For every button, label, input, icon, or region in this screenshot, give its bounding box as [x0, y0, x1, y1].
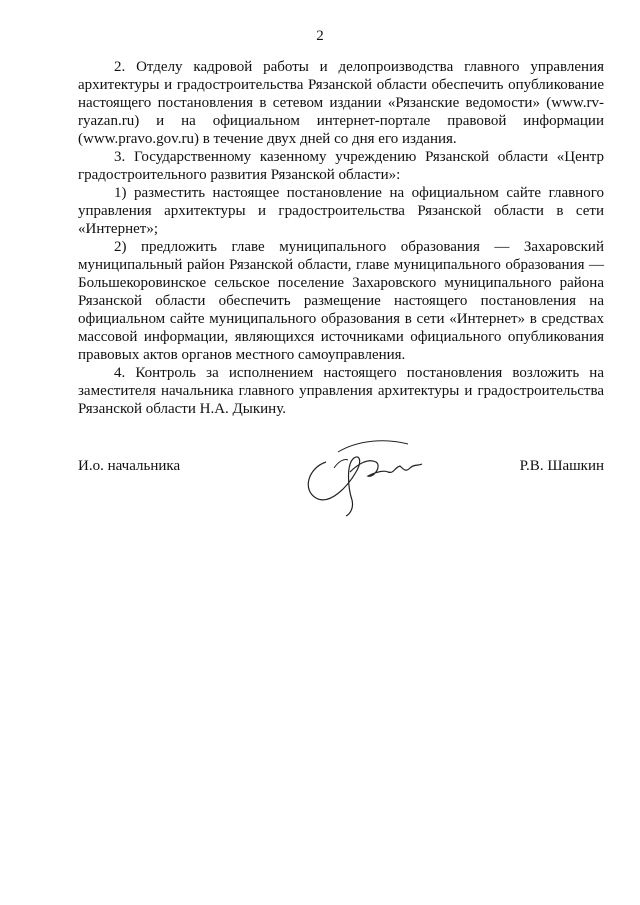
paragraph-subitem-2: 2) предложить главе муниципального образования — Захаровский муниципальный район Рязанской области, главе муниципального образования — Большекоровинское сельское поселение Захаровского муниципального района Рязанской области обеспечить размещение настоящего постановления на официальном сайте муниципального образования в сети «Интернет» в средствах массовой информации, являющихся источниками официального опубликования правовых актов органов местного самоуправления.	[78, 239, 604, 363]
handwritten-signature	[298, 428, 448, 518]
paragraph-item-4: 4. Контроль за исполнением настоящего постановления возложить на заместителя начальника главного управления архитектуры и градостроительства Рязанской области Н.А. Дыкину.	[78, 365, 604, 417]
paragraph-item-2: 2. Отделу кадровой работы и делопроизводства главного управления архитектуры и градостроительства Рязанской области обеспечить опубликование настоящего постановления в сетевом издании «Рязанские ведомости» (www.rv-ryazan.ru) и на официальном интернет-портале правовой информации (www.pravo.gov.ru) в течение двух дней со дня его издания.	[78, 59, 604, 147]
document-body	[78, 58, 604, 418]
paragraph-item-3: 3. Государственному казенному учреждению Рязанской области «Центр градостроительного развития Рязанской области»:	[78, 149, 604, 183]
page-number: 2	[316, 28, 324, 44]
signer-title: И.о. начальника	[78, 458, 181, 474]
signer-name: Р.В. Шашкин	[519, 458, 604, 474]
paragraph-subitem-1: 1) разместить настоящее постановление на официальном сайте главного управления архитектуры и градостроительства Рязанской области в сети «Интернет»;	[78, 185, 604, 237]
